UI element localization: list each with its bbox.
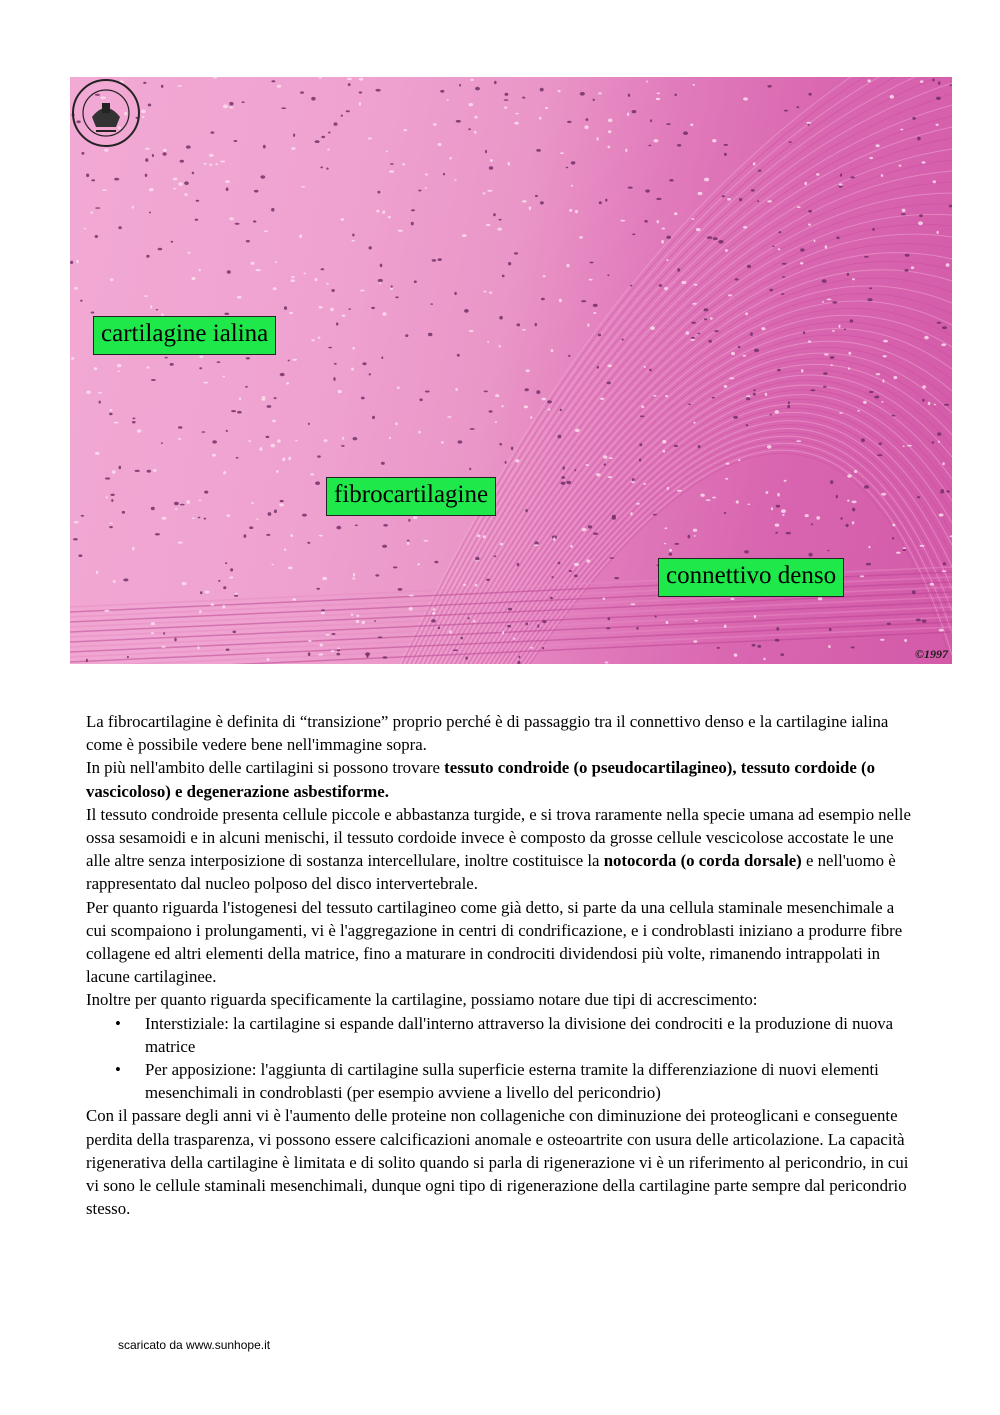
copyright-notice: ©1997 xyxy=(915,647,948,661)
paragraph-growth-types: Inoltre per quanto riguarda specificamente la cartilagine, possiamo notare due tipi di accrescimento: xyxy=(86,990,758,1010)
paragraph-aging: Con il passare degli anni vi è l'aumento delle proteine non collageniche con diminuzione dei proteoglicani e conseguente perdita della trasparenza, vi possono essere calcificazioni anomale e osteoartrite con usura delle articolazione. La capacità rigenerativa della cartilagine è limitata e di solito quando si parla di rigenerazione vi è un riferimento al pericondrio, in cui vi sono le cellule staminali mesenchimali, dunque ogni tipo di rigenerazione della cartilagine parte sempre dal pericondrio stesso. xyxy=(86,1106,909,1219)
p2-text: In più nell'ambito delle cartilagini si possono trovare xyxy=(86,758,445,778)
list-item-text: Per apposizione: l'aggiunta di cartilagine sulla superficie esterna tramite la differenziazione di nuovi elementi mesenchimali in condroblasti (per esempio avviene a livello del pericondrio) xyxy=(145,1060,879,1103)
label-fibrocartilagine: fibrocartilagine xyxy=(326,477,496,516)
list-item xyxy=(86,1058,916,1104)
histology-image xyxy=(70,77,952,664)
footer-source: scaricato da www.sunhope.it xyxy=(118,1338,271,1352)
school-seal-logo xyxy=(70,77,142,149)
list-item xyxy=(86,1012,916,1058)
p3-text-end: e nell'uomo è rappresentato dal nucleo polposo del disco intervertebrale. xyxy=(86,851,896,894)
paragraph-histogenesis: Per quanto riguarda l'istogenesi del tessuto cartilagineo come già detto, si parte da una cellula staminale mesenchimale a cui scompaiono i prolungamenti, vi è l'aggregazione in centri di condrificazione, e i condroblasti iniziano a produrre fibre collagene ed altri elementi della matrice, fino a maturare in condrociti dividendosi più volte, rimanendo intrappolati in lacune cartilaginee. xyxy=(86,897,903,987)
label-connettivo-denso: connettivo denso xyxy=(658,558,844,597)
document-body xyxy=(86,710,916,1220)
paragraph-tissue-types xyxy=(86,756,916,802)
p3-text: Il tessuto condroide presenta cellule piccole e abbastanza turgide, e si trova raramente nella specie umana ad esempio nelle ossa sesamoidi e in alcuni menischi, il tessuto cordoide invece è composto da grosse cellule vescicolose accostate le une alle altre senza interposizione di sostanza intercellulare, inoltre costituisce la xyxy=(86,804,911,871)
label-cartilagine-ialina: cartilagine ialina xyxy=(93,316,276,355)
bullet-icon: • xyxy=(115,1060,121,1080)
paragraph-chondroid xyxy=(86,803,916,896)
bullet-icon: • xyxy=(115,1013,121,1033)
paragraph-transition: La fibrocartilagine è definita di “transizione” proprio perché è di passaggio tra il connettivo denso e la cartilagine ialina come è possibile vedere bene nell'immagine sopra. xyxy=(86,712,889,755)
list-item-text: Interstiziale: la cartilagine si espande dall'interno attraverso la divisione dei condrociti e la produzione di nuova matrice xyxy=(145,1013,894,1056)
p3-bold-text: notocorda (o corda dorsale) xyxy=(603,851,802,871)
growth-list xyxy=(86,1012,916,1105)
p2-bold-text: tessuto condroide (o pseudocartilagineo), tessuto cordoide (o vascicoloso) e degenerazione asbestiforme. xyxy=(86,758,876,801)
